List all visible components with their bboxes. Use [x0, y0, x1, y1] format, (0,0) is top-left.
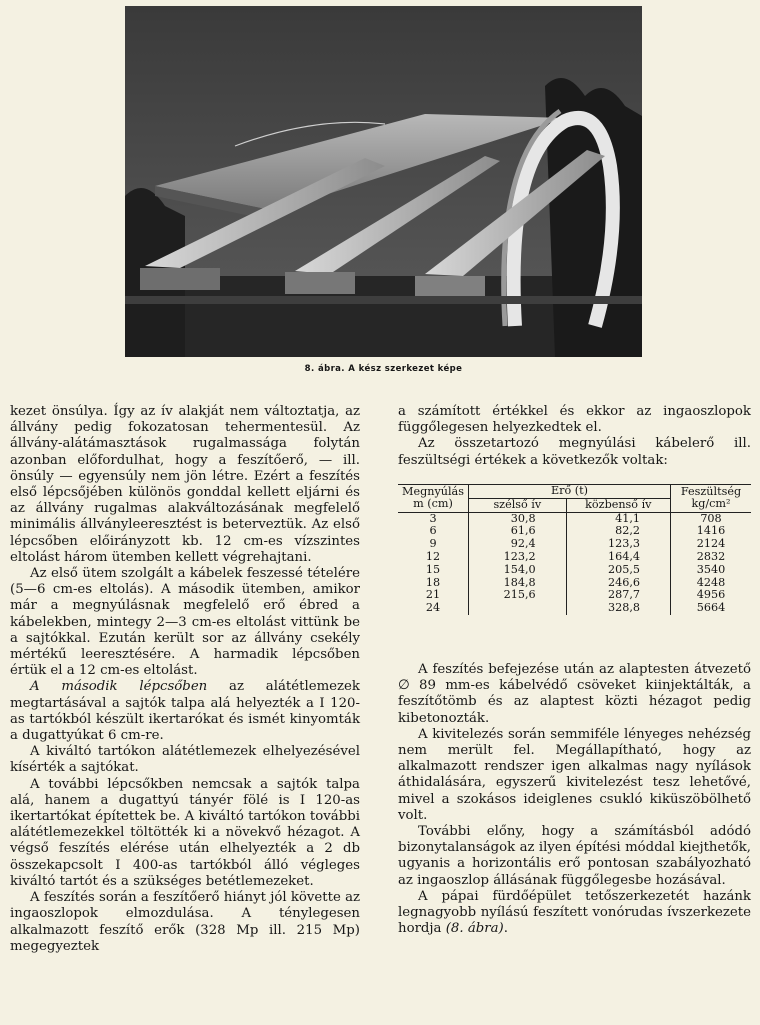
paragraph: A kiváltó tartókon alátétlemezek elhelyezésével kísérték a sajtókat.	[10, 744, 360, 776]
table-cell: 41,1	[566, 512, 670, 525]
table-cell: 2124	[696, 537, 726, 551]
table-cell: 21	[398, 589, 469, 602]
table-cell: 2832	[696, 549, 726, 563]
construction-photo	[125, 6, 642, 357]
table-row	[398, 564, 751, 577]
paragraph: Az összetartozó megnyúlási kábelerő ill. feszültségi értékek a következők voltak:	[398, 436, 751, 468]
left-column	[10, 404, 360, 955]
right-column-after	[398, 662, 751, 937]
table-cell: 9	[398, 538, 469, 551]
paragraph-text: A pápai fürdőépület tetőszerkezetét hazánk legnagyobb nyílású feszített vonórudas ívszerkezete hordja	[398, 888, 751, 937]
paragraph-text: az alátétlemezek megtartásával a sajtók talpa alá helyezték a I 120-as tartókból készült ikertarókat és ismét kinyomták a dugattyúkat 6 cm-re.	[10, 679, 360, 744]
col-header-stress: Feszültség kg/cm²	[671, 485, 752, 513]
right-column-intro	[398, 404, 751, 469]
table-cell	[469, 602, 567, 615]
table-cell: 12	[398, 551, 469, 564]
col-header-elongation: Megnyúlás m (cm)	[398, 485, 469, 513]
table-cell: 6	[398, 525, 469, 538]
elongation-table	[398, 484, 751, 615]
table-cell: 3	[398, 512, 469, 525]
table-cell: 3540	[696, 562, 726, 576]
paragraph: Az első ütem szolgált a kábelek feszessé tételére (5—6 cm-es eltolás). A második ütemben, amikor már a megnyúlásnak megfelelő erő ébred a kábelekben, mintegy 2—3 cm-es eltolást vittünk be a sajtókkal. Ezután került sor az állvány csekély mértékű leeresztésére. A harmadik lépcsőben értük el a 12 cm-es eltolást.	[10, 566, 360, 679]
table-cell: 92,4	[469, 538, 567, 551]
table-cell: 4956	[696, 588, 726, 602]
table-cell: 205,5	[566, 564, 670, 577]
table-cell: 123,3	[566, 538, 670, 551]
table-cell: 30,8	[469, 512, 567, 525]
figure-reference: (8. ábra)	[445, 921, 504, 937]
table-cell: 246,6	[566, 577, 670, 590]
table-row	[398, 512, 751, 525]
paragraph: A kivitelezés során semmiféle lényeges nehézség nem merült fel. Megállapítható, hogy az alkalmazott rendszer igen alkalmas nagy nyílások áthidalására, egyszerű kivitelezést tesz lehetővé, mivel a szokásos ideiglenes csukló kiküszöbölhető volt.	[398, 726, 751, 823]
table-cell: 215,6	[469, 589, 567, 602]
table-cell: 18	[398, 577, 469, 590]
paragraph	[398, 889, 751, 938]
paragraph	[10, 679, 360, 744]
table-cell: 61,6	[469, 525, 567, 538]
col-header-outer: szélső ív	[469, 498, 567, 512]
table-cell: 708	[700, 511, 722, 525]
col-header-mid: közbenső ív	[566, 498, 670, 512]
table-row	[398, 602, 751, 615]
table-cell: 328,8	[566, 602, 670, 615]
table-cell: 15	[398, 564, 469, 577]
table-cell: 123,2	[469, 551, 567, 564]
table-cell: 164,4	[566, 551, 670, 564]
paragraph: a számított értékkel és ekkor az ingaoszlopok függőlegesen helyezkedtek el.	[398, 404, 751, 436]
paragraph-text: .	[503, 921, 508, 937]
table-row	[398, 551, 751, 564]
table-cell: 184,8	[469, 577, 567, 590]
table-cell: 1416	[696, 524, 726, 538]
paragraph: További előny, hogy a számításból adódó bizonytalanságok az ilyen építési móddal kiejthetők, ugyanis a horizontális erő pontosan szabályozható az ingaoszlop állásának függőlegesbe hozásával.	[398, 824, 751, 888]
paragraph: kezet önsúlya. Így az ív alakját nem változtatja, az állvány pedig fokozatosan tehermentesül. Az állvány-alátámasztások rugalmassága folytán azonban előfordulhat, hogy a feszítőerő, — ill. önsúly — egyensúly nem jön létre. Ezért a feszítés első lépcsőjében különös gonddal kellett eljárni és az állvány rugalmas alakváltozásának megfelelő minimális állványleeresztést is beterveztük. Az első lépcsőben előirányzott kb. 12 cm-es vízszintes eltolást három ütemben kellett végrehajtani.	[10, 404, 360, 565]
emphasis: A második lépcsőben	[30, 679, 208, 695]
col-header-force: Erő (t)	[469, 485, 671, 499]
table-cell: 4248	[696, 575, 726, 589]
table-cell: 5664	[696, 601, 726, 615]
paragraph: A további lépcsőkben nemcsak a sajtók talpa alá, hanem a dugattyú tányér fölé is I 120-as ikertartókat építettek be. A kiváltó tartókon további alátétlemezekkel töltötték ki a növekvő hézagot. A végső feszítés elérése után elhelyezték a 2 db összekapcsolt I 400-as tartókból álló végleges kiváltó tartót és a szükséges betétlemezeket.	[10, 776, 360, 889]
table-cell: 24	[398, 602, 469, 615]
table-cell: 82,2	[566, 525, 670, 538]
figure-caption: 8. ábra. A kész szerkezet képe	[304, 364, 463, 374]
table-cell: 287,7	[566, 589, 670, 602]
paragraph: A feszítés befejezése után az alaptesten átvezető ∅ 89 mm-es kábelvédő csöveket kiinjektálták, a feszítőtömb és az alaptest közti hézagot pedig kibetonozták.	[398, 662, 751, 726]
table-cell: 154,0	[469, 564, 567, 577]
paragraph: A feszítés során a feszítőerő hiányt jól követte az ingaoszlopok elmozdulása. A ténylegesen alkalmazott feszítő erők (328 Mp ill. 215 Mp) megegyeztek	[10, 890, 360, 954]
